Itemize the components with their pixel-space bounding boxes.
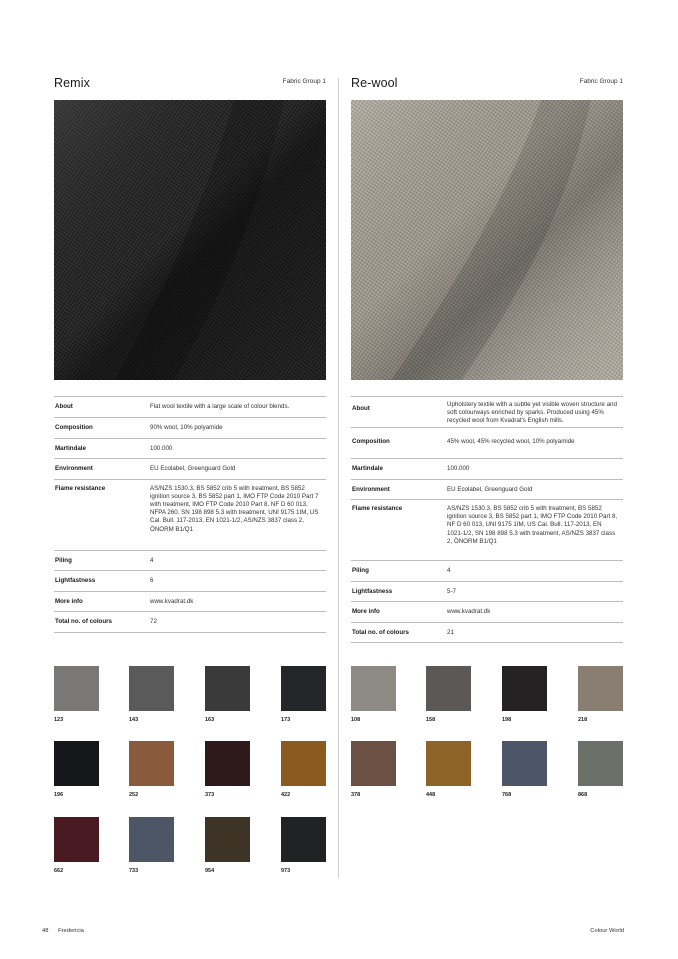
swatch-code: 108 [351, 717, 361, 723]
spec-value: 6 [150, 577, 154, 584]
spec-row-composition [351, 428, 623, 459]
swatch-chip [426, 666, 471, 711]
swatch-code: 448 [426, 792, 436, 798]
footer-brand: Fredericia [58, 928, 84, 934]
swatch-code: 163 [205, 717, 215, 723]
swatch-grid [351, 666, 623, 816]
swatch-code: 123 [54, 717, 64, 723]
spec-label: About [352, 405, 370, 412]
spec-value-link[interactable]: www.kvadrat.dk [150, 597, 194, 605]
swatch-chip [426, 741, 471, 786]
swatch [54, 817, 99, 874]
swatch-chip [205, 741, 250, 786]
fabric-photo-remix [54, 100, 326, 380]
swatch-chip [129, 741, 174, 786]
swatch-chip [578, 741, 623, 786]
spec-value: 100.000 [150, 444, 173, 452]
spec-row-total-colours [54, 612, 326, 633]
swatch [205, 817, 250, 874]
swatch-code: 198 [502, 717, 512, 723]
swatch-chip [54, 817, 99, 862]
swatch [502, 741, 547, 798]
spec-label: Composition [352, 438, 390, 445]
spec-row-piling [351, 561, 623, 582]
swatch-code: 373 [205, 792, 215, 798]
spec-row-total-colours [351, 623, 623, 644]
spec-label: Piling [352, 567, 369, 574]
swatch [281, 817, 326, 874]
swatch [502, 666, 547, 723]
swatch-code: 768 [502, 792, 512, 798]
swatch-chip [54, 741, 99, 786]
swatch [281, 666, 326, 723]
spec-value: 4 [150, 556, 154, 564]
spec-row-piling [54, 551, 326, 572]
swatch-chip [129, 817, 174, 862]
fabric-header [54, 74, 326, 96]
swatch-chip [351, 666, 396, 711]
footer-section: Colour World [590, 928, 624, 934]
spec-value: 45% wool, 45% recycled wool, 10% polyamide [447, 438, 575, 445]
spec-row-more-info [54, 592, 326, 613]
swatch-chip [281, 666, 326, 711]
swatch [351, 666, 396, 723]
spec-label: Total no. of colours [352, 628, 409, 636]
spec-label: Environment [352, 485, 390, 493]
spec-value: 72 [150, 618, 157, 625]
spec-label: More info [55, 597, 83, 605]
spec-table [54, 396, 326, 633]
spec-value: 100.000 [447, 465, 470, 472]
swatch-code: 422 [281, 792, 291, 798]
spec-row-about [54, 397, 326, 418]
spec-row-lightfastness [54, 571, 326, 592]
swatch-chip [54, 666, 99, 711]
spec-row-environment [54, 459, 326, 480]
spec-value: EU Ecolabel, Greenguard Gold [447, 485, 533, 493]
spec-value: AS/NZS 1530.3, BS 5852 crib 5 with treatment, BS 5852 ignition source 3, BS 5852 part 1, IMO FTP Code 2010 Part 8, NF D 60 013, UNI 9175 1IM, US Cal. Bull. 117-2013, EN 1021-1/2, SN 198 898 5.3 with treatment, AS/NZS 3837 class 2, ÖNORM B1/Q1 [447, 505, 618, 545]
spec-row-flame-resistance [351, 500, 623, 561]
fabric-column-remix [54, 74, 326, 874]
spec-row-composition [54, 418, 326, 439]
spec-value: Upholstery textile with a subtle yet visible woven structure and soft colourways enriched by sparks. Produced using 45% recycled wool from Kvadrat's English mills. [447, 401, 617, 425]
spec-value: EU Ecolabel, Greenguard Gold [150, 465, 236, 472]
swatch-code: 973 [281, 868, 291, 874]
swatch-code: 173 [281, 717, 291, 723]
spec-label: Piling [55, 556, 72, 564]
fabric-title: Remix [54, 76, 90, 90]
swatch-code: 954 [205, 868, 215, 874]
swatch [205, 666, 250, 723]
swatch-code: 218 [578, 717, 588, 723]
spec-row-flame-resistance [54, 480, 326, 551]
spec-row-lightfastness [351, 582, 623, 603]
spec-label: Lightfastness [55, 577, 96, 584]
swatch [281, 741, 326, 798]
swatch-chip [281, 741, 326, 786]
fabric-title: Re-wool [351, 76, 398, 90]
spec-row-martindale [351, 459, 623, 480]
swatch-grid [54, 666, 326, 886]
swatch [426, 666, 471, 723]
spec-value-link[interactable]: www.kvadrat.dk [447, 608, 491, 615]
spec-label: Environment [55, 465, 93, 472]
spec-label: Flame resistance [352, 505, 403, 512]
swatch-chip [502, 741, 547, 786]
swatch-chip [205, 817, 250, 862]
spec-label: Total no. of colours [55, 618, 112, 625]
swatch [129, 741, 174, 798]
swatch [129, 666, 174, 723]
spec-row-martindale [54, 439, 326, 460]
swatch [578, 666, 623, 723]
spec-label: Lightfastness [352, 587, 393, 595]
swatch [578, 741, 623, 798]
swatch-chip [205, 666, 250, 711]
spec-value: 5-7 [447, 587, 456, 595]
swatch [129, 817, 174, 874]
swatch-chip [129, 666, 174, 711]
fabric-photo-re-wool [351, 100, 623, 380]
swatch-code: 252 [129, 792, 139, 798]
spec-label: About [55, 403, 73, 410]
spec-label: Martindale [352, 465, 383, 472]
spec-table [351, 396, 623, 643]
swatch-code: 378 [351, 792, 361, 798]
footer-left [42, 928, 84, 934]
swatch-code: 868 [578, 792, 588, 798]
spec-value: Flat wool textile with a large scale of colour blends. [150, 403, 290, 410]
swatch-code: 662 [54, 868, 64, 874]
spec-label: Composition [55, 424, 93, 431]
fabric-header [351, 74, 623, 96]
spec-row-more-info [351, 602, 623, 623]
page-number: 48 [42, 928, 49, 934]
swatch [426, 741, 471, 798]
swatch-chip [502, 666, 547, 711]
fabric-group-label: Fabric Group 1 [282, 78, 326, 85]
column-divider [338, 78, 339, 878]
swatch [54, 741, 99, 798]
fabric-column-re-wool [351, 74, 623, 798]
spec-row-about [351, 397, 623, 428]
spec-label: Martindale [55, 444, 86, 452]
swatch-chip [578, 666, 623, 711]
spec-label: More info [352, 608, 380, 615]
spec-row-environment [351, 480, 623, 501]
spec-value: AS/NZS 1530.3, BS 5852 crib 5 with treatment, BS 5852 ignition source 3, BS 5852 part 1, IMO FTP Code 2010 Part 7 with treatment, IMO FTP Code 2010 Part 8, NF D 60 013, NFPA 260, SN 198 898 5.3 with treatment, UNI 9175 1IM, US Cal. Bull. 117-2013, EN 1021-1/2, AS/NZS 3837 class 2, ÖNORM B1/Q1 [150, 484, 319, 533]
swatch-code: 158 [426, 717, 436, 723]
swatch-code: 196 [54, 792, 64, 798]
swatch-code: 143 [129, 717, 139, 723]
swatch-chip [281, 817, 326, 862]
spec-label: Flame resistance [55, 484, 106, 492]
spec-value: 4 [447, 567, 451, 574]
swatch-chip [351, 741, 396, 786]
fabric-group-label: Fabric Group 1 [579, 78, 623, 85]
swatch [205, 741, 250, 798]
spec-value: 21 [447, 628, 454, 636]
spec-value: 90% wool, 10% polyamide [150, 424, 223, 431]
swatch [54, 666, 99, 723]
swatch-code: 733 [129, 868, 139, 874]
swatch [351, 741, 396, 798]
